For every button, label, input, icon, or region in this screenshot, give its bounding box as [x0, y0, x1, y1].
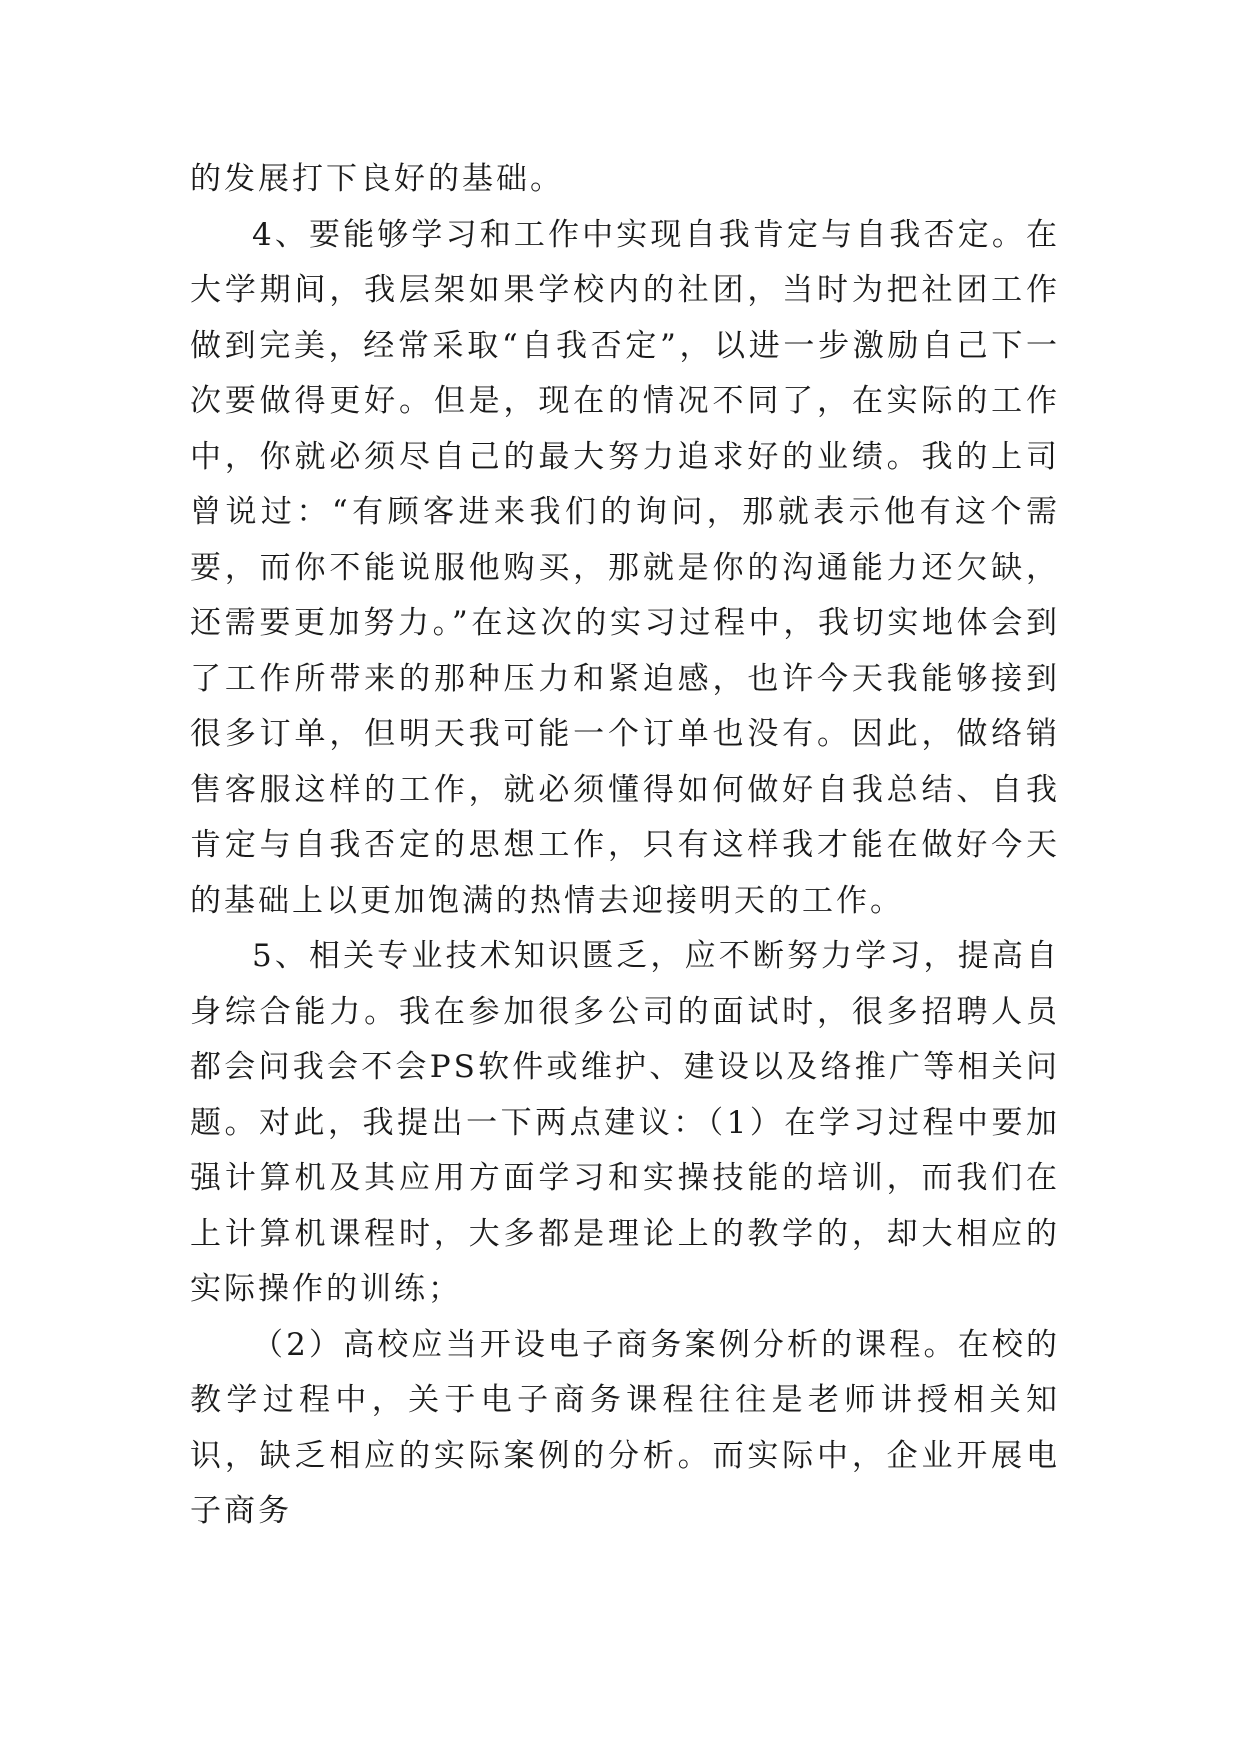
paragraph: 5、相关专业技术知识匮乏，应不断努力学习，提高自身综合能力。我在参加很多公司的面试时，很多招聘人员都会问我会不会PS软件或维护、建设以及络推广等相关问题。对此，我提出一下两点建议：（1）在学习过程中要加强计算机及其应用方面学习和实操技能的培训，而我们在上计算机课程时，大多都是理论上的教学的，却大相应的实际操作的训练；	[190, 938, 1060, 1307]
paragraph: 的发展打下良好的基础。	[190, 161, 564, 197]
body-text	[190, 152, 1060, 1540]
paragraph: （2）高校应当开设电子商务案例分析的课程。在校的教学过程中，关于电子商务课程往往是老师讲授相关知识，缺乏相应的实际案例的分析。而实际中，企业开展电子商务	[190, 1326, 1060, 1529]
paragraph: 4、要能够学习和工作中实现自我肯定与自我否定。在大学期间，我层架如果学校内的社团，当时为把社团工作做到完美，经常采取“自我否定”，以进一步激励自己下一次要做得更好。但是，现在的情况不同了，在实际的工作中，你就必须尽自己的最大努力追求好的业绩。我的上司曾说过：“有顾客进来我们的询问，那就表示他有这个需要，而你不能说服他购买，那就是你的沟通能力还欠缺，还需要更加努力。”在这次的实习过程中，我切实地体会到了工作所带来的那种压力和紧迫感，也许今天我能够接到很多订单，但明天我可能一个订单也没有。因此，做络销售客服这样的工作，就必须懂得如何做好自我总结、自我肯定与自我否定的思想工作，只有这样我才能在做好今天的基础上以更加饱满的热情去迎接明天的工作。	[190, 216, 1060, 919]
